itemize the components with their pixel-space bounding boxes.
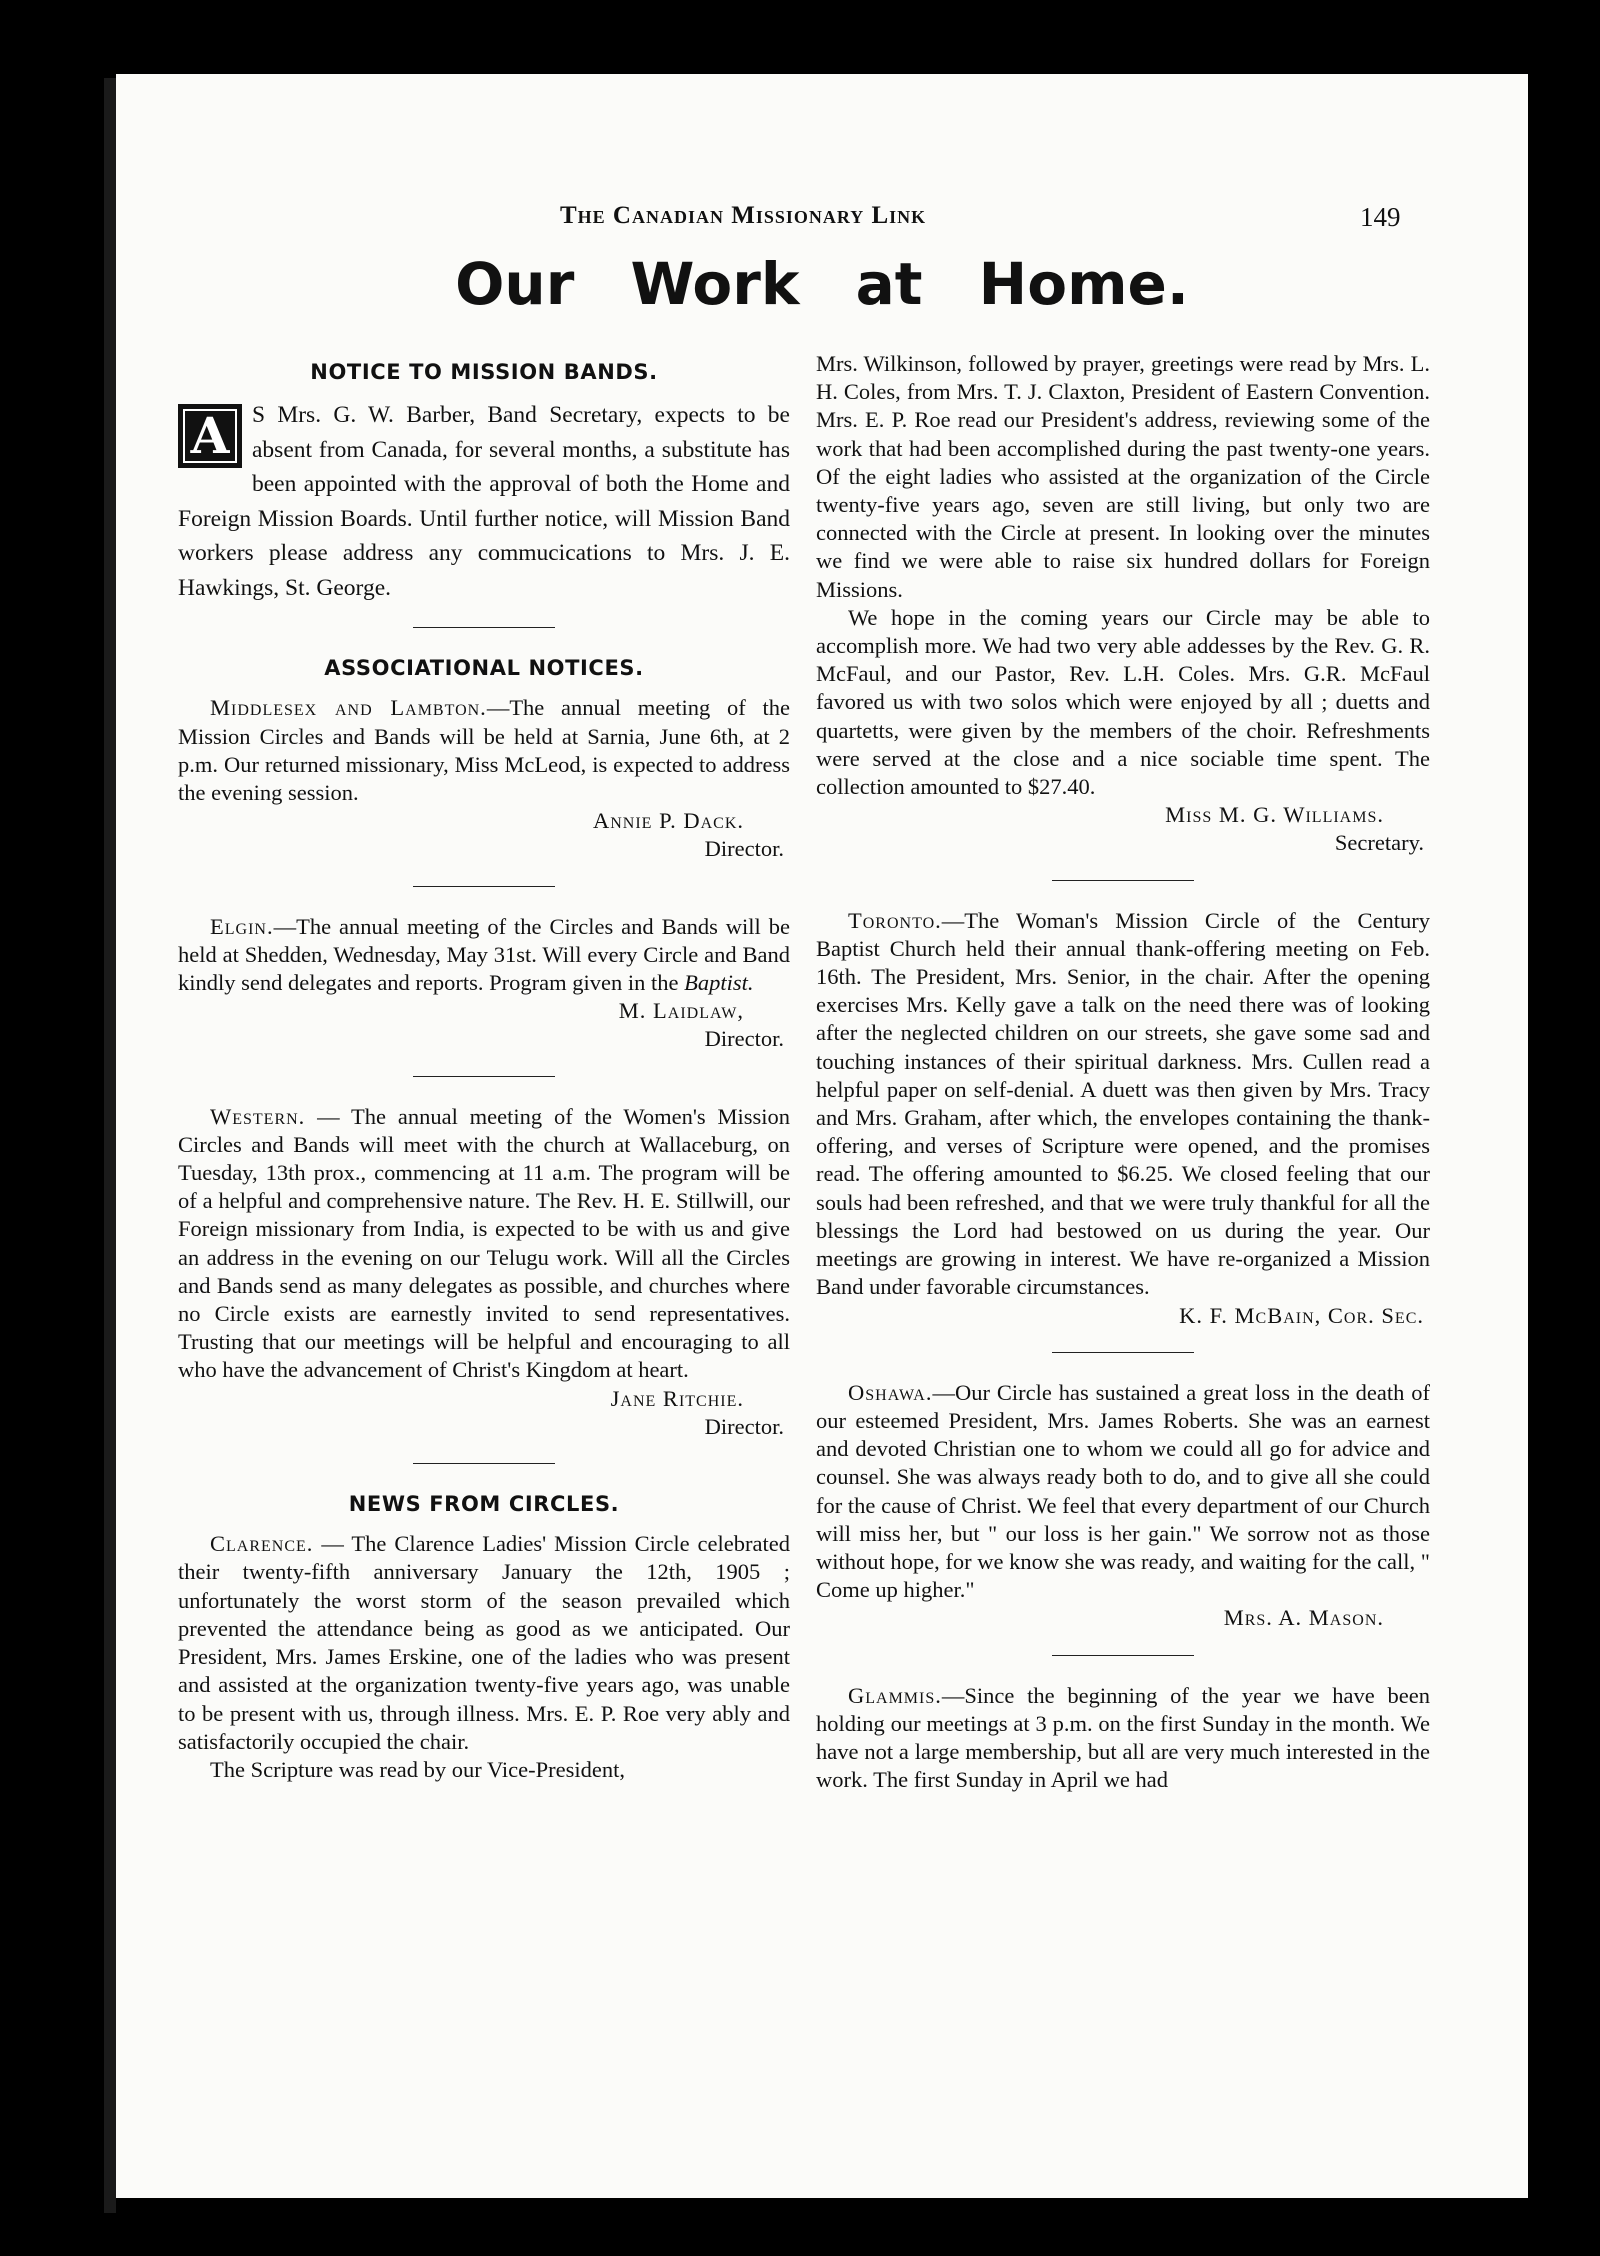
section-divider [413,627,555,628]
elgin-notice [178,913,790,998]
toronto-lead: Toronto. [848,907,942,933]
dropcap-letter: A [190,406,230,466]
signature-name: K. F. McBain, Cor. Sec. [1179,1302,1424,1328]
dropcap-ornament [178,404,242,468]
magazine-page [116,74,1528,2198]
signature-name: M. Laidlaw, [618,998,744,1024]
clarence-continued-2: We hope in the coming years our Circle may be able to accomplish more. We had two very able addesses by the Rev. G. R. McFaul, and our Pastor, Rev. L.H. Coles. Mrs. G.R. McFaul favored us with two solos which were enjoyed by all ; duetts and quartetts, were given by the members of the choir. Refreshments were served at the close and a nice sociable time spent. The collection amounted to $27.40. [816,604,1430,800]
middlesex-text: —The annual meeting of the Mission Circles and Bands will be held at Sarnia, June 6th, at 2 p.m. Our returned missionary, Miss McLeod, is expected to address the evening session. [178,695,790,806]
signature-title: Director. [704,836,784,862]
page-number: 149 [1360,202,1401,232]
notice-text: S Mrs. G. W. Barber, Band Secretary, expects to be absent from Canada, for several months, a substitute has been appointed with the approval of both the Home and Foreign Mission Boards. Until further notice, will Mission Band workers please address any commucications to Mrs. J. E. Hawkings, St. George. [178,402,790,601]
western-text: — The annual meeting of the Women's Mission Circles and Bands will meet with the church at Wallaceburg, on Tuesday, 13th prox., commencing at 11 a.m. The program will be of a helpful and comprehensive nature. The Rev. H. E. Stillwill, our Foreign missionary from India, is expected to be with us and give an address in the evening on our Telugu work. Will all the Circles and Bands send as many delegates as possible, and churches where no Circle exists are earnestly invited to send representatives. Trusting that our meetings will be helpful and encouraging to all who have the advancement of Christ's Kingdom at heart. [178,1103,790,1383]
signature-name: Jane Ritchie. [610,1385,744,1411]
notice-heading: NOTICE TO MISSION BANDS. [310,360,658,384]
news-heading: NEWS FROM CIRCLES. [348,1492,620,1517]
section-divider [413,1076,555,1077]
oshawa-signature [816,1604,1430,1632]
running-title: The Canadian Missionary Link [560,202,927,229]
clarence-signature [816,801,1430,857]
clarence-text: — The Clarence Ladies' Mission Circle celebrated their twenty-fifth anniversary January the 12th, 1905 ; unfortunately the worst storm of the season prevailed which prevented the attendance being as good as we anticipated. Our President, Mrs. James Erskine, one of the ladies who was present and assisted at the organization twenty-five years ago, was unable to be present with us, through illness. Mrs. E. P. Roe very ably and satisfactorily occupied the chair. [178,1531,790,1754]
signature-title: Secretary. [1334,830,1424,856]
glammis-text: —Since the beginning of the year we have been holding our meetings at 3 p.m. on the first Sunday in the month. We have not a large membership, but all are very much interested in the work. The first Sunday in April we had [816,1682,1430,1793]
oshawa-text: —Our Circle has sustained a great loss in the death of our esteemed President, Mrs. James Roberts. She was an earnest and devoted Christian one to whom we could all go for advice and counsel. She was always ready both to do, and to give all she could for the cause of Christ. We feel that every department of our Church will miss her, but " our loss is her gain." We sorrow not as those without hope, for we know she was ready, and waiting for the call, " Come up higher." [816,1379,1430,1603]
western-notice [178,1103,790,1385]
glammis-lead: Glammis. [848,1682,942,1708]
section-divider [1052,1655,1194,1656]
western-signature [178,1385,790,1441]
section-divider [413,886,555,887]
elgin-signature [178,997,790,1053]
glammis-report [816,1682,1430,1795]
toronto-report [816,907,1430,1302]
clarence-continued: Mrs. Wilkinson, followed by prayer, greetings were read by Mrs. L. H. Coles, from Mrs. T. J. Claxton, President of Eastern Convention. Mrs. E. P. Roe read our President's address, reviewing some of the work that had been accomplished during the past twenty-one years. Of the eight ladies who assisted at the organization of the Circle twenty-five years ago, seven are still living, but only two are connected with the Circle at present. In looking over the minutes we find we were able to raise six hundred dollars for Foreign Missions. [816,351,1430,602]
signature-title: Director. [704,1026,784,1052]
clarence-lead: Clarence. [210,1531,314,1557]
section-divider [413,1463,555,1464]
left-column [178,350,790,1784]
section-divider [1052,880,1194,881]
section-divider [1052,1352,1194,1353]
page-header [116,192,1528,232]
signature-title: Director. [704,1413,784,1439]
elgin-lead: Elgin. [210,913,274,939]
signature-name: Annie P. Dack. [592,808,744,834]
middlesex-notice [178,694,790,807]
clarence-report [178,1530,790,1756]
toronto-text: —The Woman's Mission Circle of the Century Baptist Church held their annual thank-offering meeting on Feb. 16th. The President, Mrs. Senior, in the chair. After the opening exercises Mrs. Kelly gave a talk on the need there was of looking after the neglected children on our streets, she gave some sad and touching instances of their spiritual darkness. Mrs. Cullen read a helpful paper on self-denial. A duett was then given by Mrs. Tracy and Mrs. Graham, after which, the envelopes containing the thank-offering, and verses of Scripture were opened, and the promises read. The offering amounted to $6.25. We closed feeling that our souls had been refreshed, and that we were truly thankful for all the blessings the Lord had bestowed on us during the year. Our meetings are growing in interest. We have re-organized a Mission Band under favorable circumstances. [816,907,1430,1300]
signature-name: Miss M. G. Williams. [1165,802,1384,828]
toronto-signature [816,1302,1430,1330]
signature-name: Mrs. A. Mason. [1223,1605,1384,1631]
oshawa-report [816,1379,1430,1605]
right-column [816,350,1430,1794]
associational-heading: ASSOCIATIONAL NOTICES. [324,656,644,681]
middlesex-lead: Middlesex and Lambton. [210,695,487,721]
elgin-text: —The annual meeting of the Circles and Bands will be held at Shedden, Wednesday, May 31st. Will every Circle and Band kindly send delegates and reports. Program given in the [178,913,790,996]
page-headline: Our Work at Home. [455,250,1189,318]
clarence-report-2: The Scripture was read by our Vice-President, [210,1756,625,1782]
western-lead: Western. [210,1103,306,1129]
oshawa-lead: Oshawa. [848,1379,933,1405]
middlesex-signature [178,807,790,863]
book-spine [104,78,116,2213]
baptist-title: Baptist. [684,970,754,996]
notice-paragraph [178,398,790,605]
